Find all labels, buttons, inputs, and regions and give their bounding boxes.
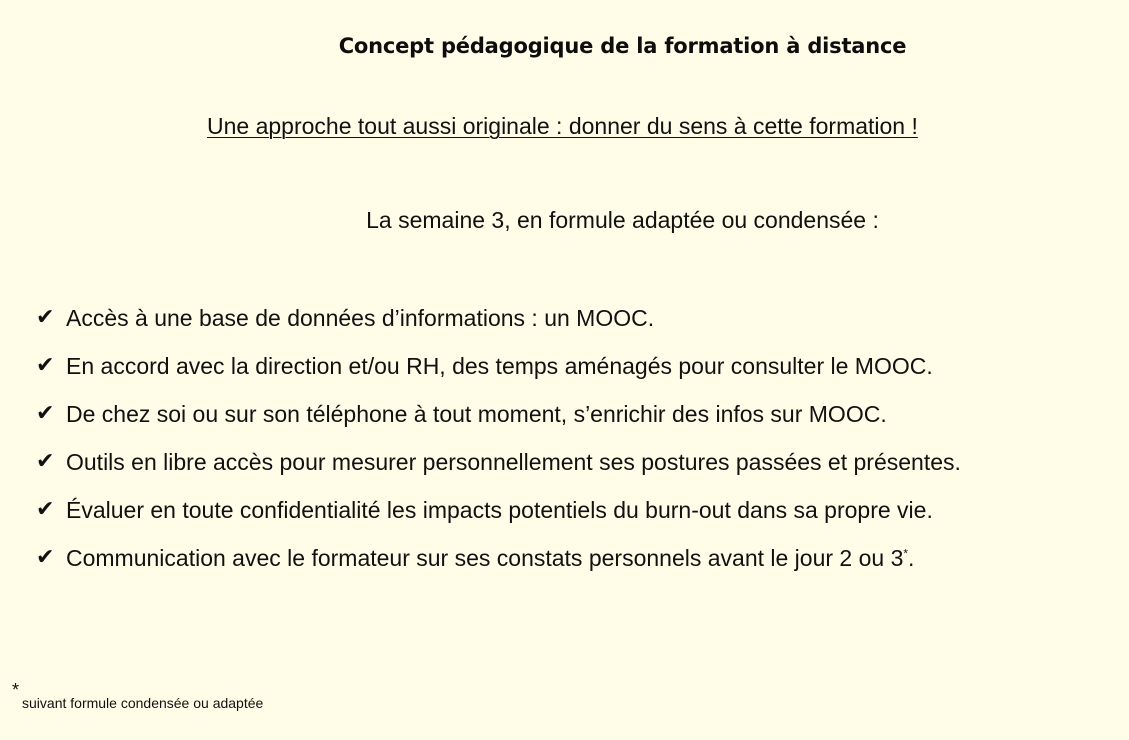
list-item-text: Outils en libre accès pour mesurer personnellement ses postures passées et présentes. — [66, 449, 961, 475]
list-item-text-last — [66, 543, 914, 573]
list-item-end: . — [908, 545, 915, 571]
list-item-text: Communication avec le formateur sur ses constats personnels avant le jour 2 ou 3 — [66, 545, 904, 571]
list-item — [36, 351, 961, 399]
footnote-text: suivant formule condensée ou adaptée — [22, 695, 264, 711]
list-item — [36, 399, 961, 447]
week-intro: La semaine 3, en formule adaptée ou condensée : — [366, 207, 879, 233]
list-item-text: Accès à une base de données d’informations : un MOOC. — [66, 305, 655, 331]
check-mark-icon: ✔ — [36, 401, 55, 426]
footnote-ref-marker: * — [903, 546, 909, 561]
page-title: Concept pédagogique de la formation à distance — [338, 34, 907, 58]
check-mark-icon: ✔ — [36, 449, 55, 474]
list-item-text: De chez soi ou sur son téléphone à tout moment, s’enrichir des infos sur MOOC. — [66, 401, 887, 427]
list-item — [36, 543, 961, 591]
list-item — [36, 495, 961, 543]
subtitle: Une approche tout aussi originale : donner du sens à cette formation ! — [207, 113, 918, 139]
check-mark-icon: ✔ — [36, 545, 55, 570]
list-item — [36, 303, 961, 351]
list-item — [36, 447, 961, 495]
list-item-text: Évaluer en toute confidentialité les impacts potentiels du burn-out dans sa propre vie. — [66, 497, 933, 523]
footnote — [12, 680, 264, 711]
footnote-marker: * — [12, 680, 20, 700]
check-mark-icon: ✔ — [36, 353, 55, 378]
check-mark-icon: ✔ — [36, 497, 55, 522]
checklist — [36, 303, 961, 591]
check-mark-icon: ✔ — [36, 305, 55, 330]
list-item-text: En accord avec la direction et/ou RH, des temps aménagés pour consulter le MOOC. — [66, 353, 933, 379]
